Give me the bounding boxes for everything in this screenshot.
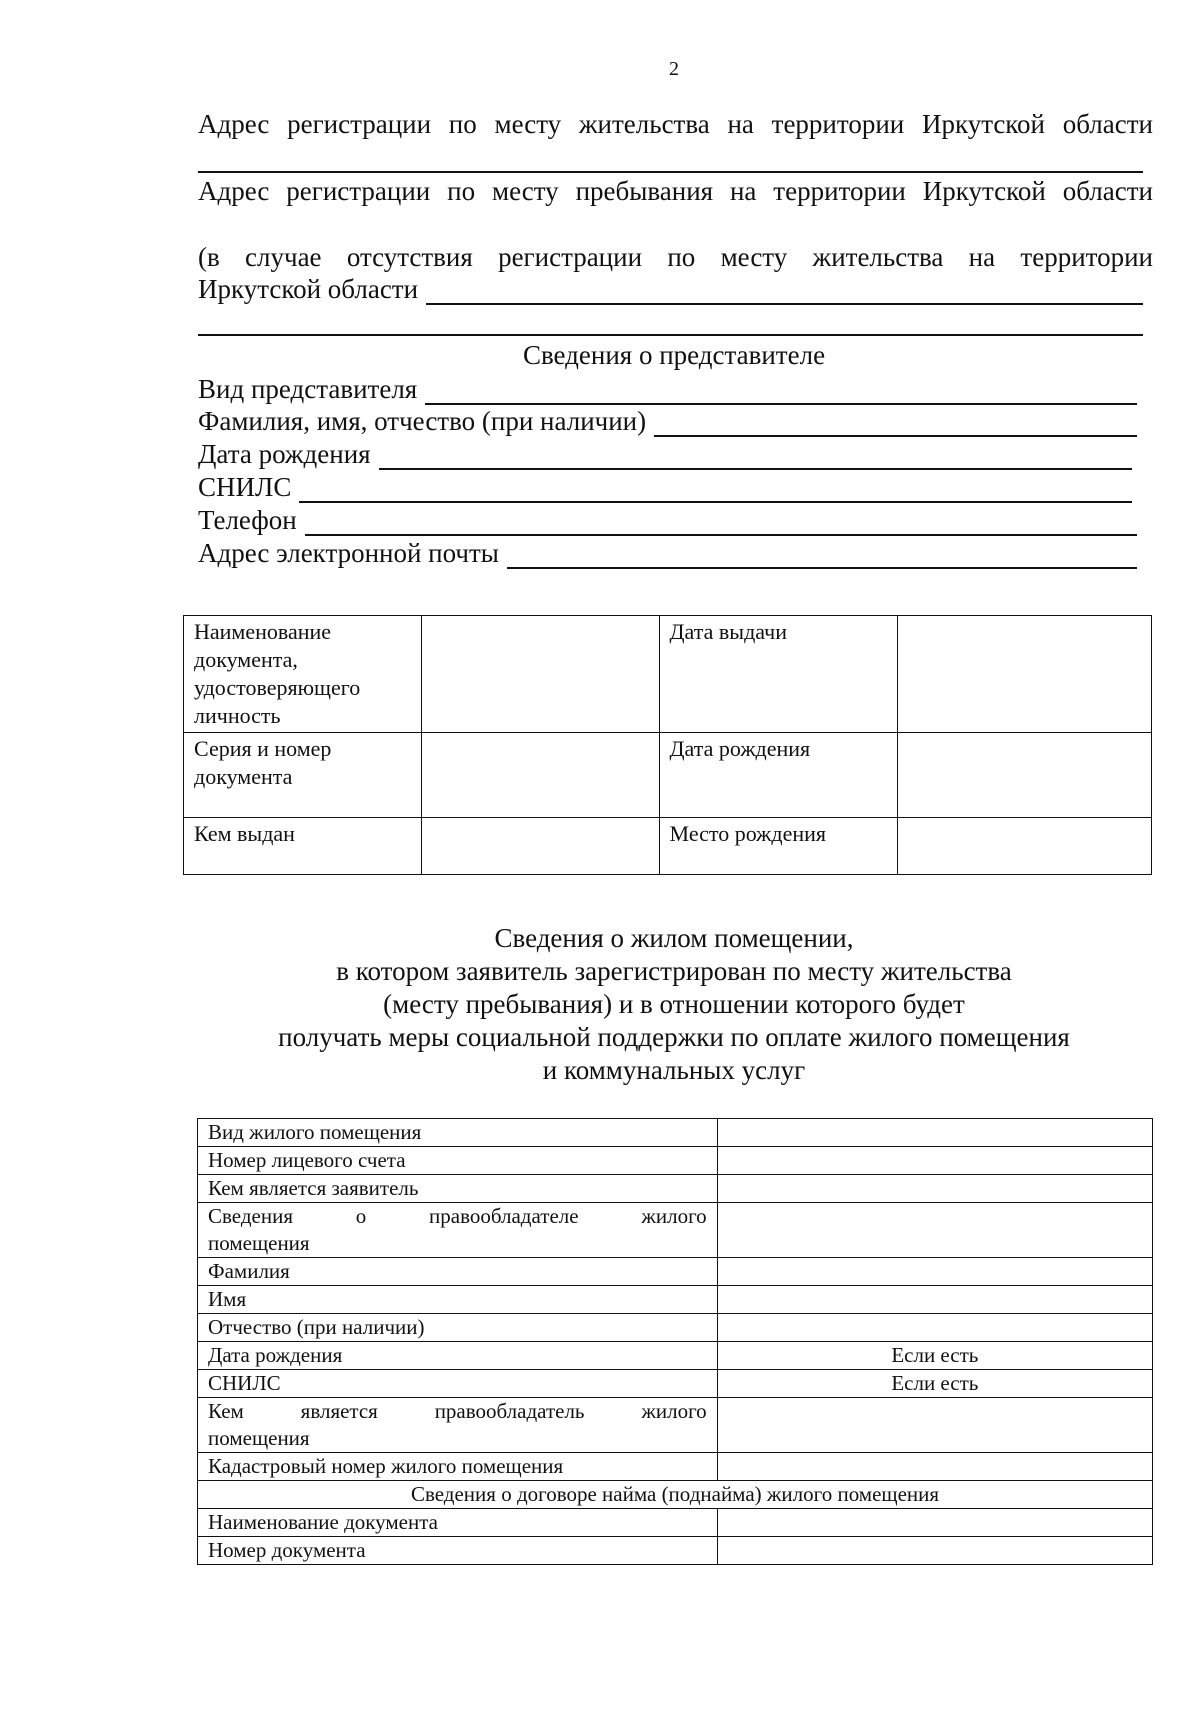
table-row bbox=[198, 1203, 1153, 1258]
table-row bbox=[198, 1453, 1153, 1481]
address-note-extra-line[interactable] bbox=[198, 334, 1143, 336]
housing-title-line3: (месту пребывания) и в отношении которого будет bbox=[383, 989, 965, 1019]
applicant-role-label: Кем является заявитель bbox=[198, 1175, 718, 1203]
address-stay-label: Адрес регистрации по месту пребывания на территории Иркутской области bbox=[198, 176, 1153, 206]
lease-contract-header: Сведения о договоре найма (поднайма) жилого помещения bbox=[198, 1481, 1153, 1509]
page-number: 2 bbox=[669, 58, 679, 80]
table-row bbox=[198, 1509, 1153, 1537]
representative-title: Сведения о представителе bbox=[522, 340, 826, 370]
representative-type-label: Вид представителя bbox=[198, 374, 418, 404]
issue-date-label: Дата выдачи bbox=[659, 616, 898, 733]
cadastral-number-label: Кадастровый номер жилого помещения bbox=[198, 1453, 718, 1481]
owner-role-value[interactable] bbox=[717, 1398, 1152, 1453]
representative-email-blank[interactable] bbox=[507, 545, 1137, 569]
representative-phone-label: Телефон bbox=[198, 505, 297, 535]
table-row bbox=[198, 1342, 1153, 1370]
document-number-value[interactable] bbox=[717, 1537, 1152, 1565]
table-row bbox=[198, 1147, 1153, 1175]
housing-title-line4: получать меры социальной поддержки по оплате жилого помещения bbox=[278, 1022, 1070, 1052]
account-number-label: Номер лицевого счета bbox=[198, 1147, 718, 1175]
representative-type-blank[interactable] bbox=[425, 381, 1137, 405]
representative-name-field[interactable] bbox=[198, 405, 1137, 437]
representative-birthdate-blank[interactable] bbox=[379, 446, 1132, 470]
doc-name-label: Наименование документа, удостоверяющего личность bbox=[184, 616, 422, 733]
housing-title-line2: в котором заявитель зарегистрирован по месту жительства bbox=[336, 956, 1012, 986]
table-row bbox=[198, 1286, 1153, 1314]
representative-name-label: Фамилия, имя, отчество (при наличии) bbox=[198, 406, 647, 436]
table-row bbox=[198, 1537, 1153, 1565]
representative-birthdate-field[interactable] bbox=[198, 438, 1132, 470]
owner-info-word: о bbox=[355, 1204, 367, 1228]
owner-info-word: жилого bbox=[641, 1204, 707, 1228]
representative-phone-blank[interactable] bbox=[305, 512, 1137, 536]
address-note-line2: Иркутской области bbox=[198, 274, 419, 304]
owner-role-word: является bbox=[300, 1399, 378, 1423]
representative-birthdate-label: Дата рождения bbox=[198, 439, 371, 469]
address-note-field[interactable] bbox=[198, 273, 1143, 305]
representative-email-label: Адрес электронной почты bbox=[198, 538, 499, 568]
table-row bbox=[184, 818, 1152, 875]
representative-email-field[interactable] bbox=[198, 537, 1137, 569]
address-note-line1: (в случае отсутствия регистрации по месту жительства на территории bbox=[198, 242, 1153, 272]
housing-type-value[interactable] bbox=[717, 1119, 1152, 1147]
representative-phone-field[interactable] bbox=[198, 504, 1137, 536]
housing-type-label: Вид жилого помещения bbox=[198, 1119, 718, 1147]
document-name-label: Наименование документа bbox=[198, 1509, 718, 1537]
id-document-table bbox=[183, 615, 1152, 875]
housing-title-line5: и коммунальных услуг bbox=[542, 1055, 806, 1085]
owner-snils-label: СНИЛС bbox=[198, 1370, 718, 1398]
owner-role-word: правообладатель bbox=[434, 1399, 585, 1423]
representative-snils-blank[interactable] bbox=[299, 479, 1132, 503]
doc-series-label: Серия и номер документа bbox=[184, 733, 422, 818]
owner-role-label bbox=[198, 1398, 718, 1453]
surname-label: Фамилия bbox=[198, 1258, 718, 1286]
issued-by-value[interactable] bbox=[421, 818, 659, 875]
owner-birthdate-label: Дата рождения bbox=[198, 1342, 718, 1370]
address-residence-line[interactable] bbox=[198, 171, 1143, 173]
housing-table bbox=[197, 1118, 1153, 1565]
doc-series-value[interactable] bbox=[421, 733, 659, 818]
table-row bbox=[184, 616, 1152, 733]
owner-birthdate-value[interactable]: Если есть bbox=[717, 1342, 1152, 1370]
table-row bbox=[198, 1370, 1153, 1398]
housing-title-line1: Сведения о жилом помещении, bbox=[494, 923, 854, 953]
doc-name-value[interactable] bbox=[421, 616, 659, 733]
address-residence-label: Адрес регистрации по месту жительства на территории Иркутской области bbox=[198, 109, 1153, 139]
table-row bbox=[198, 1314, 1153, 1342]
table-row bbox=[198, 1175, 1153, 1203]
surname-value[interactable] bbox=[717, 1258, 1152, 1286]
table-row bbox=[184, 733, 1152, 818]
representative-type-field[interactable] bbox=[198, 373, 1137, 405]
first-name-label: Имя bbox=[198, 1286, 718, 1314]
owner-snils-value[interactable]: Если есть bbox=[717, 1370, 1152, 1398]
document-name-value[interactable] bbox=[717, 1509, 1152, 1537]
birth-place-value[interactable] bbox=[898, 818, 1152, 875]
birth-date-label: Дата рождения bbox=[659, 733, 898, 818]
table-row bbox=[198, 1119, 1153, 1147]
owner-info-label bbox=[198, 1203, 718, 1258]
owner-role-word: помещения bbox=[208, 1426, 310, 1450]
birth-date-value[interactable] bbox=[898, 733, 1152, 818]
document-number-label: Номер документа bbox=[198, 1537, 718, 1565]
owner-role-word: жилого bbox=[641, 1399, 707, 1423]
issue-date-value[interactable] bbox=[898, 616, 1152, 733]
address-note-blank[interactable] bbox=[426, 281, 1143, 305]
table-row bbox=[198, 1398, 1153, 1453]
owner-role-word: Кем bbox=[208, 1399, 244, 1423]
representative-snils-label: СНИЛС bbox=[198, 472, 292, 502]
birth-place-label: Место рождения bbox=[659, 818, 898, 875]
issued-by-label: Кем выдан bbox=[184, 818, 422, 875]
first-name-value[interactable] bbox=[717, 1286, 1152, 1314]
representative-name-blank[interactable] bbox=[654, 413, 1137, 437]
owner-info-word: Сведения bbox=[208, 1204, 293, 1228]
applicant-role-value[interactable] bbox=[717, 1175, 1152, 1203]
patronymic-label: Отчество (при наличии) bbox=[198, 1314, 718, 1342]
owner-info-value[interactable] bbox=[717, 1203, 1152, 1258]
owner-info-word: помещения bbox=[208, 1231, 310, 1255]
owner-info-word: правообладателе bbox=[429, 1204, 579, 1228]
account-number-value[interactable] bbox=[717, 1147, 1152, 1175]
table-row bbox=[198, 1481, 1153, 1509]
cadastral-number-value[interactable] bbox=[717, 1453, 1152, 1481]
representative-snils-field[interactable] bbox=[198, 471, 1132, 503]
patronymic-value[interactable] bbox=[717, 1314, 1152, 1342]
table-row bbox=[198, 1258, 1153, 1286]
